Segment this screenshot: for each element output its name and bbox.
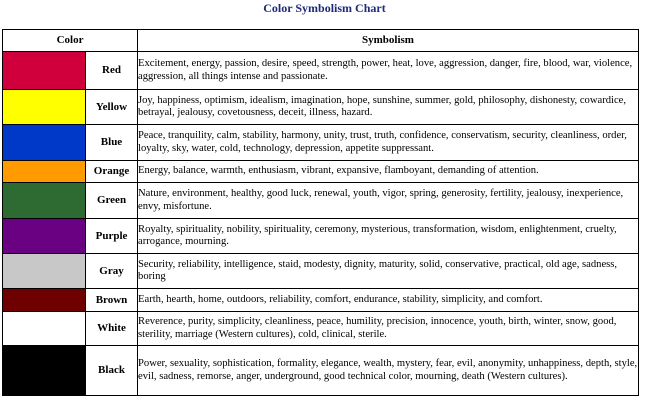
symbolism-text: Security, reliability, intelligence, staid, modesty, dignity, maturity, solid, conservative, practical, old age, sadness, boring bbox=[138, 254, 639, 289]
color-symbolism-table bbox=[2, 29, 639, 396]
color-name: Purple bbox=[86, 219, 138, 254]
symbolism-text: Joy, happiness, optimism, idealism, imagination, hope, sunshine, summer, gold, philosophy, dishonesty, cowardice, betrayal, jealousy, covetousness, deceit, illness, hazard. bbox=[138, 90, 639, 125]
color-name: Orange bbox=[86, 161, 138, 183]
symbolism-column-header: Symbolism bbox=[138, 30, 639, 52]
table-row bbox=[3, 90, 639, 125]
symbolism-text: Peace, tranquility, calm, stability, harmony, unity, trust, truth, confidence, conservatism, security, cleanliness, order, loyalty, sky, water, cold, technology, depression, appetite suppressant. bbox=[138, 125, 639, 161]
symbolism-text: Energy, balance, warmth, enthusiasm, vibrant, expansive, flamboyant, demanding of attention. bbox=[138, 161, 639, 183]
table-row bbox=[3, 183, 639, 219]
symbolism-text: Nature, environment, healthy, good luck, renewal, youth, vigor, spring, generosity, fertility, jealousy, inexperience, envy, misfortune. bbox=[138, 183, 639, 219]
table-row bbox=[3, 52, 639, 90]
color-swatch bbox=[3, 161, 86, 183]
color-name: Gray bbox=[86, 254, 138, 289]
table-body bbox=[3, 52, 639, 396]
chart-title: Color Symbolism Chart bbox=[263, 1, 386, 15]
table-row bbox=[3, 254, 639, 289]
color-swatch bbox=[3, 52, 86, 90]
color-swatch bbox=[3, 125, 86, 161]
color-swatch bbox=[3, 183, 86, 219]
color-name: Black bbox=[86, 346, 138, 396]
color-name: Green bbox=[86, 183, 138, 219]
color-name: White bbox=[86, 312, 138, 346]
table-row bbox=[3, 161, 639, 183]
symbolism-text: Earth, hearth, home, outdoors, reliability, comfort, endurance, stability, simplicity, and comfort. bbox=[138, 289, 639, 312]
table-row bbox=[3, 346, 639, 396]
table-row bbox=[3, 312, 639, 346]
color-swatch bbox=[3, 312, 86, 346]
color-swatch bbox=[3, 346, 86, 396]
symbolism-text: Excitement, energy, passion, desire, speed, strength, power, heat, love, aggression, danger, fire, blood, war, violence, aggression, all things intense and passionate. bbox=[138, 52, 639, 90]
color-swatch bbox=[3, 219, 86, 254]
symbolism-text: Royalty, spirituality, nobility, spirituality, ceremony, mysterious, transformation, wisdom, enlightenment, cruelty, arrogance, mourning. bbox=[138, 219, 639, 254]
color-name: Brown bbox=[86, 289, 138, 312]
color-name: Yellow bbox=[86, 90, 138, 125]
table-row bbox=[3, 219, 639, 254]
color-swatch bbox=[3, 254, 86, 289]
table-header-row bbox=[3, 30, 639, 52]
table-row bbox=[3, 125, 639, 161]
color-swatch bbox=[3, 289, 86, 312]
table-row bbox=[3, 289, 639, 312]
symbolism-text: Power, sexuality, sophistication, formality, elegance, wealth, mystery, fear, evil, anonymity, unhappiness, depth, style, evil, sadness, remorse, anger, underground, good technical color, mourning, death (Western cultures). bbox=[138, 346, 639, 396]
color-swatch bbox=[3, 90, 86, 125]
color-name: Red bbox=[86, 52, 138, 90]
color-column-header: Color bbox=[3, 30, 138, 52]
color-name: Blue bbox=[86, 125, 138, 161]
symbolism-text: Reverence, purity, simplicity, cleanliness, peace, humility, precision, innocence, youth, birth, winter, snow, good, sterility, marriage (Western cultures), cold, clinical, sterile. bbox=[138, 312, 639, 346]
